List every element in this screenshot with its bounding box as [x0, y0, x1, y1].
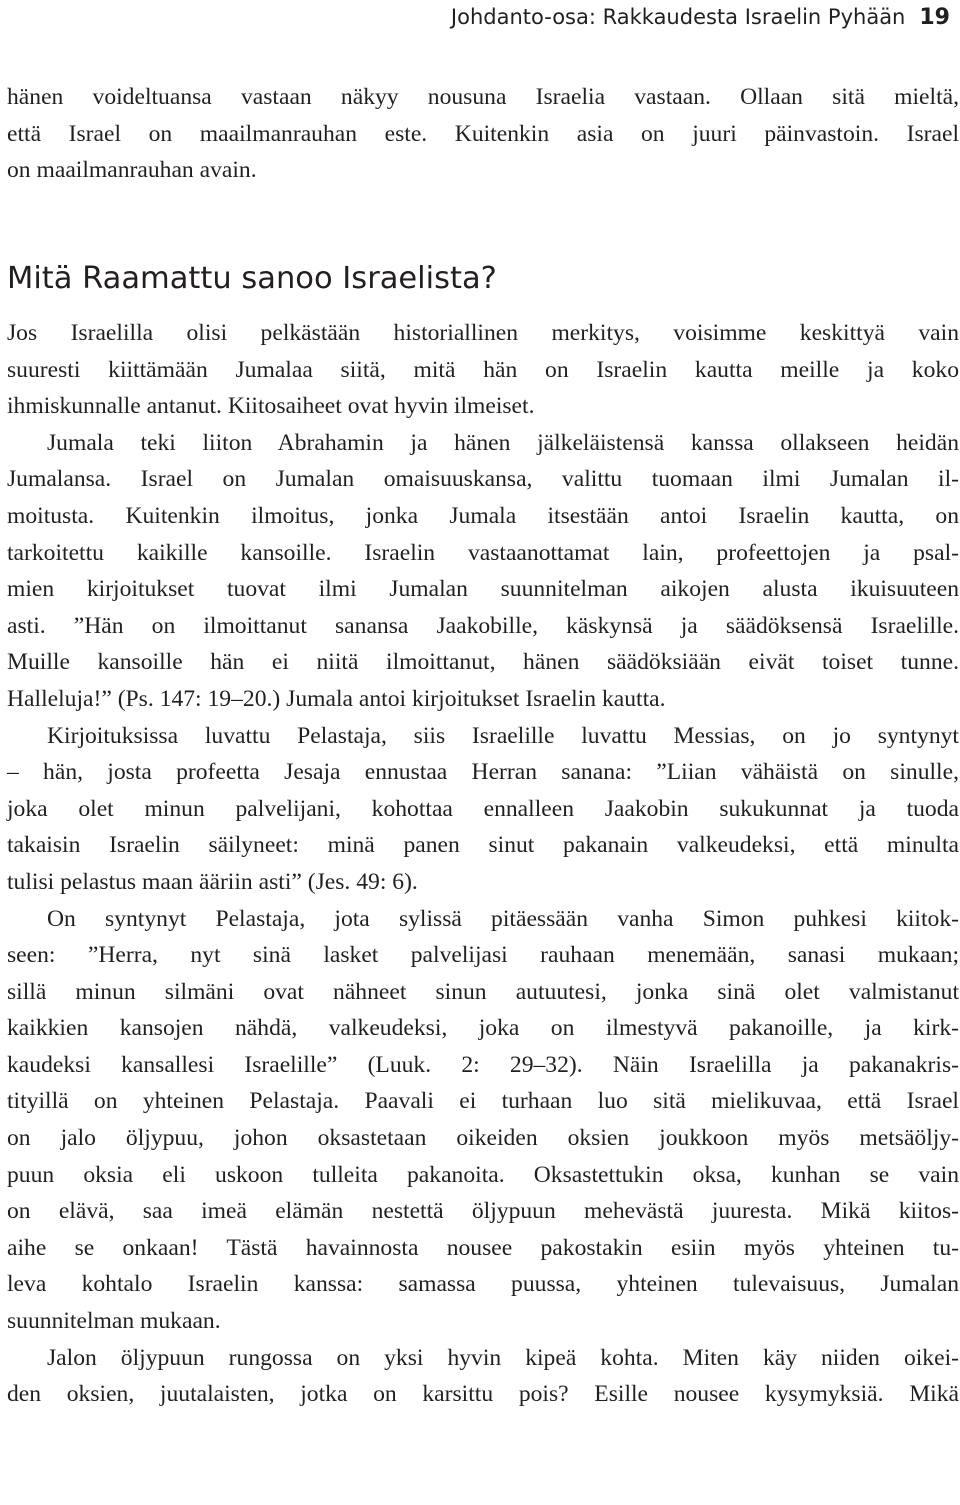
- text-line: Jos Israelilla olisi pelkästään historiallinen merkitys, voisimme keskittyä vain: [7, 320, 959, 346]
- text-line: Jumalansa. Israel on Jumalan omaisuuskansa, valittu tuomaan ilmi Jumalan il-: [7, 466, 959, 493]
- text-line: tityillä on yhteinen Pelastaja. Paavali ei turhaan luo sitä mielikuvaa, että Israel: [7, 1088, 959, 1115]
- text-line: kaudeksi kansallesi Israelille” (Luuk. 2: 29–32). Näin Israelilla ja pakanakris-: [7, 1051, 959, 1078]
- section-heading: Mitä Raamattu sanoo Israelista?: [7, 261, 497, 296]
- text-line: Kirjoituksissa luvattu Pelastaja, siis Israelille luvattu Messias, on jo syntynyt: [47, 722, 959, 749]
- text-line: puun oksia eli uskoon tulleita pakanoita. Oksastettukin oksa, kunhan se vain: [7, 1161, 959, 1188]
- text-line: on maailmanrauhan avain.: [7, 157, 257, 184]
- text-line: Muille kansoille hän ei niitä ilmoittanut, hänen säädöksiään eivät toiset tunne.: [7, 649, 959, 676]
- text-line: moitusta. Kuitenkin ilmoitus, jonka Jumala itsestään antoi Israelin kautta, on: [7, 502, 959, 529]
- text-line: asti. ”Hän on ilmoittanut sanansa Jaakobille, käskynsä ja säädöksensä Israelille.: [7, 612, 959, 639]
- text-line: suunnitelman mukaan.: [7, 1308, 221, 1335]
- text-line: – hän, josta profeetta Jesaja ennustaa Herran sanana: ”Liian vähäistä on sinulle,: [7, 759, 959, 786]
- text-line: Halleluja!” (Ps. 147: 19–20.) Jumala antoi kirjoitukset Israelin kautta.: [7, 685, 666, 712]
- text-line: mien kirjoitukset tuovat ilmi Jumalan suunnitelman aikojen alusta ikuisuuteen: [7, 576, 959, 603]
- text-line: On syntynyt Pelastaja, jota sylissä pitäessään vanha Simon puhkesi kiitok-: [47, 905, 959, 932]
- text-line: hänen voideltuansa vastaan näkyy nousuna Israelia vastaan. Ollaan sitä mieltä,: [7, 84, 959, 110]
- text-line: kaikkien kansojen nähdä, valkeudeksi, joka on ilmestyvä pakanoille, ja kirk-: [7, 1015, 959, 1042]
- text-line: sillä minun silmäni ovat nähneet sinun autuutesi, jonka sinä olet valmistanut: [7, 978, 959, 1005]
- page-number: 19: [919, 5, 950, 30]
- text-line: Jalon öljypuun rungossa on yksi hyvin kipeä kohta. Miten käy niiden oikei-: [47, 1344, 959, 1371]
- text-line: tarkoitettu kaikille kansoille. Israelin vastaanottamat lain, profeettojen ja psal-: [7, 539, 959, 566]
- text-line: aihe se onkaan! Tästä havainnosta nousee pakostakin esiin myös yhteinen tu-: [7, 1234, 959, 1261]
- text-line: Jumala teki liiton Abrahamin ja hänen jälkeläistensä kanssa ollakseen heidän: [47, 429, 959, 456]
- text-line: suuresti kiittämään Jumalaa siitä, mitä hän on Israelin kautta meille ja koko: [7, 356, 959, 383]
- text-line: että Israel on maailmanrauhan este. Kuitenkin asia on juuri päinvastoin. Israel: [7, 120, 959, 147]
- intro-paragraph: [7, 79, 959, 189]
- text-line: leva kohtalo Israelin kanssa: samassa puussa, yhteinen tulevaisuus, Jumalan: [7, 1271, 959, 1298]
- text-line: ihmiskunnalle antanut. Kiitosaiheet ovat hyvin ilmeiset.: [7, 393, 535, 420]
- text-line: den oksien, juutalaisten, jotka on karsittu pois? Esille nousee kysymyksiä. Mikä: [7, 1381, 959, 1408]
- text-line: tulisi pelastus maan ääriin asti” (Jes. 49: 6).: [7, 868, 418, 895]
- section-body: [7, 315, 959, 1413]
- running-title: Johdanto-osa: Rakkaudesta Israelin Pyhään: [450, 5, 906, 29]
- text-line: takaisin Israelin säilyneet: minä panen sinut pakanain valkeudeksi, että minulta: [7, 832, 959, 859]
- text-line: joka olet minun palvelijani, kohottaa ennalleen Jaakobin sukukunnat ja tuoda: [7, 795, 959, 822]
- text-line: on jalo öljypuu, johon oksastetaan oikeiden oksien joukkoon myös metsäöljy-: [7, 1125, 959, 1152]
- text-line: on elävä, saa imeä elämän nestettä öljypuun mehevästä juuresta. Mikä kiitos-: [7, 1198, 959, 1225]
- running-header: [451, 2, 950, 33]
- text-line: seen: ”Herra, nyt sinä lasket palvelijasi rauhaan menemään, sanasi mukaan;: [7, 942, 959, 969]
